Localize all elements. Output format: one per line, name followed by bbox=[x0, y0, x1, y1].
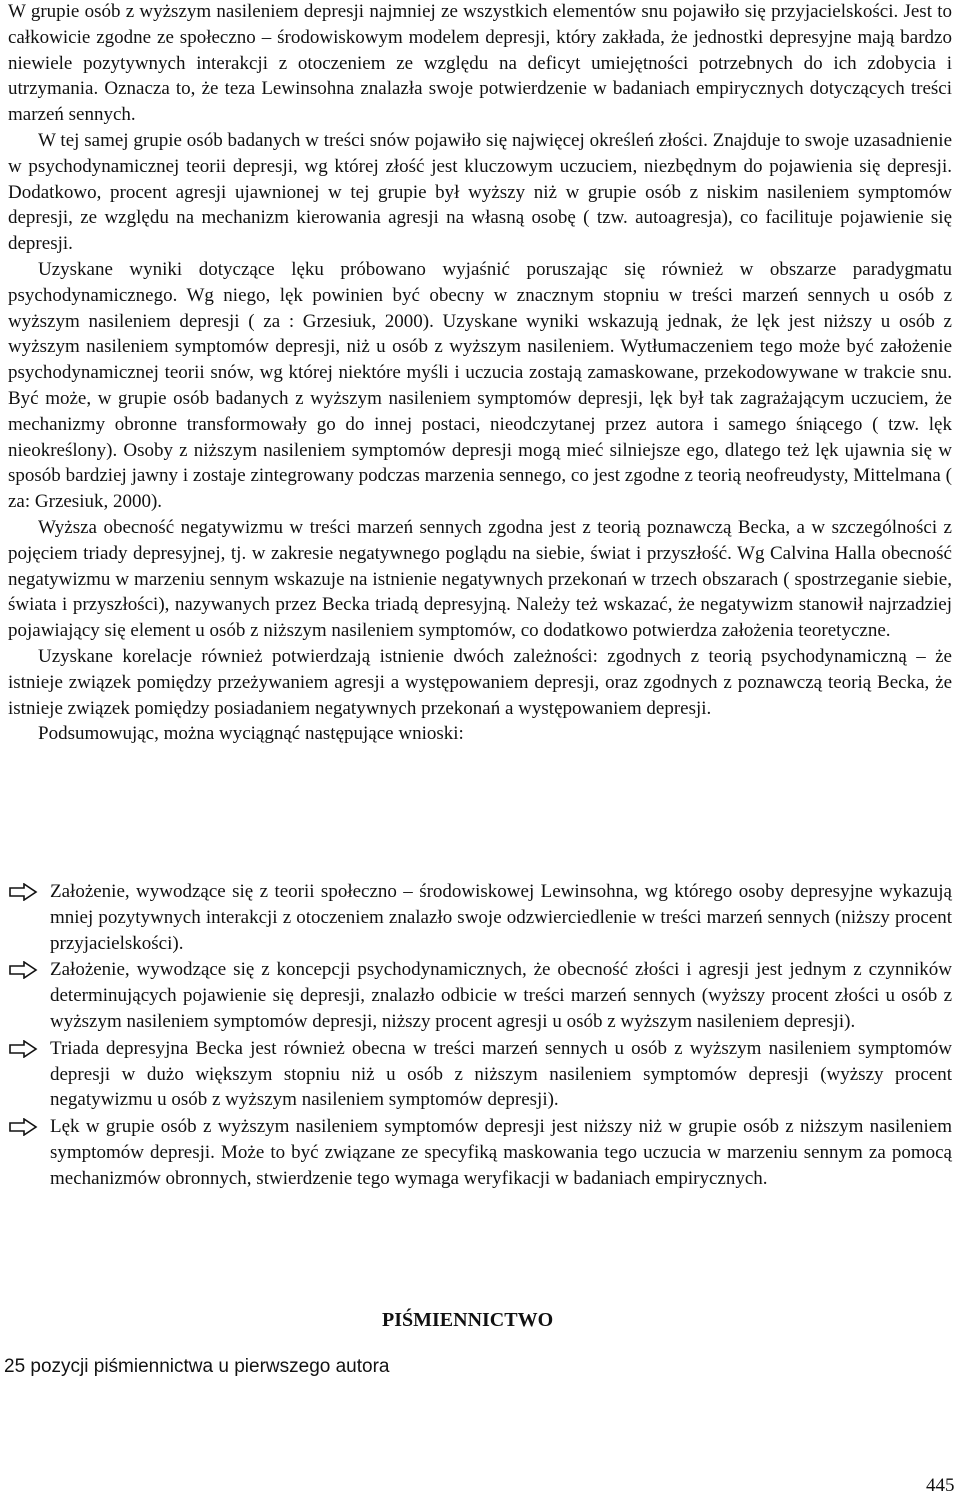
page-number: 445 bbox=[926, 1475, 955, 1496]
conclusions-list bbox=[8, 879, 952, 1193]
hollow-right-arrow-icon bbox=[8, 1040, 38, 1058]
list-item bbox=[8, 1036, 952, 1113]
paragraph-3: Uzyskane wyniki dotyczące lęku próbowano wyjaśnić poruszając się również w obszarze paradygmatu psychodynamicznego. Wg niego, lęk powinien być obecny w znacznym stopniu w treści marzeń sennych u osób z wyższym nasileniem depresji ( za : Grzesiuk, 2000). Uzyskane wyniki wskazują jednak, że lęk jest niższy u osób z wyższym nasileniem symptomów depresji, niż u osób z wyższym nasileniem. Wytłumaczeniem tego może być założenie psychodynamicznej teorii snów, wg której niektóre myśli i uczucia zostają zamaskowane, przekodowywane w trakcie snu. Być może, w grupie osób badanych z wyższym nasileniem symptomów depresji, lęk był tak zagrażającym uczuciem, że mechanizmy obronne transformowały go do innej postaci, nieodczytanej przez autora i samego śniącego ( tzw. lęk nieokreślony). Osoby z niższym nasileniem symptomów depresji mogą mieć silniejsze ego, dlatego też lęk ujawnia się w sposób bardziej jawny i zostaje zintegrowany podczas marzenia sennego, co jest zgodne z teorią neofreudysty, Mittelmana ( za: Grzesiuk, 2000). bbox=[8, 258, 952, 513]
bibliography-note: 25 pozycji piśmiennictwa u pierwszego autora bbox=[4, 1356, 390, 1377]
conclusion-2: Założenie, wywodzące się z koncepcji psychodynamicznych, że obecność złości i agresji jest jednym z czynników determinujących pojawienie się depresji, znalazło odbicie w treści marzeń sennych (wyższy procent złości u osób z wyższym nasileniem symptomów depresji, niższy procent agresji u osób z wyższym nasileniem depresji). bbox=[50, 959, 952, 1032]
conclusion-3: Triada depresyjna Becka jest również obecna w treści marzeń sennych u osób z wyższym nasileniem symptomów depresji w dużo większym stopniu niż u osób z niższym nasileniem symptomów depresji (wyższy procent negatywizmu u osób z wyższym nasileniem symptomów depresji). bbox=[50, 1037, 952, 1111]
hollow-right-arrow-icon bbox=[8, 1118, 38, 1136]
paragraph-1: W grupie osób z wyższym nasileniem depresji najmniej ze wszystkich elementów snu pojawiło się przyjacielskości. Jest to całkowicie zgodne ze społeczno – środowiskowym modelem depresji, który zakłada, że jednostki depresyjne mają bardzo niewiele pozytywnych interakcji z otoczeniem ze względu na deficyt umiejętności potrzebnych do ich zdobycia i utrzymania. Oznacza to, że teza Lewinsohna znalazła swoje potwierdzenie w badaniach empirycznych dotyczących treści marzeń sennych. bbox=[8, 1, 952, 126]
paragraph-4: Wyższa obecność negatywizmu w treści marzeń sennych zgodna jest z teorią poznawczą Becka, a w szczególności z pojęciem triady depresyjnej, tj. w zakresie negatywnego poglądu na siebie, świat i przyszłość. Wg Calvina Halla obecność negatywizmu w marzeniu sennym wskazuje na istnienie negatywnych przekonań w trzech obszarach ( spostrzeganie siebie, świata i przyszłości), nazywanych przez Becka triadą depresyjną. Należy też wskazać, że negatywizm stanowił najrzadziej pojawiający się element u osób z niższym nasileniem symptomów, co dodatkowo potwierdza założenia teoretyczne. bbox=[8, 516, 952, 642]
list-item bbox=[8, 1114, 952, 1191]
paragraph-6: Podsumowując, można wyciągnąć następujące wnioski: bbox=[38, 723, 464, 745]
list-item bbox=[8, 957, 952, 1034]
body-text bbox=[8, 0, 952, 747]
conclusion-1: Założenie, wywodzące się z teorii społeczno – środowiskowej Lewinsohna, wg którego osoby depresyjne wykazują mniej pozytywnych interakcji z otoczeniem znalazło swoje odzwierciedlenie w treści marzeń sennych (niższy procent przyjacielskości). bbox=[50, 881, 952, 954]
section-heading: PIŚMIENNICTWO bbox=[382, 1309, 554, 1331]
hollow-right-arrow-icon bbox=[8, 961, 38, 979]
paragraph-5: Uzyskane korelacje również potwierdzają istnienie dwóch zależności: zgodnych z teorią psychodynamiczną – że istnieje związek pomiędzy przeżywaniem agresji a występowaniem depresji, oraz zgodnych z poznawczą teorią Becka, że istnieje związek pomiędzy posiadaniem negatywnych przekonań a występowaniem depresji. bbox=[8, 645, 952, 719]
list-item bbox=[8, 879, 952, 956]
paragraph-2: W tej samej grupie osób badanych w treści snów pojawiło się najwięcej określeń złości. Znajduje to swoje uzasadnienie w psychodynamicznej teorii depresji, wg której złość jest kluczowym uczuciem, niezbędnym do pojawienia się depresji. Dodatkowo, procent agresji ujawnionej w tej grupie był wyższy niż w grupie osób z niskim nasileniem symptomów depresji, ze względu na mechanizm kierowania agresji na własną osobę ( tzw. autoagresja), co facilituje pojawienie się depresji. bbox=[8, 129, 952, 255]
conclusion-4: Lęk w grupie osób z wyższym nasileniem symptomów depresji jest niższy niż w grupie osób z niższym nasileniem symptomów depresji. Może to być związane ze specyfiką maskowania tego uczucia w marzeniu sennym za pomocą mechanizmów obronnych, stwierdzenie tego wymaga weryfikacji w badaniach empirycznych. bbox=[50, 1116, 952, 1189]
hollow-right-arrow-icon bbox=[8, 883, 38, 901]
